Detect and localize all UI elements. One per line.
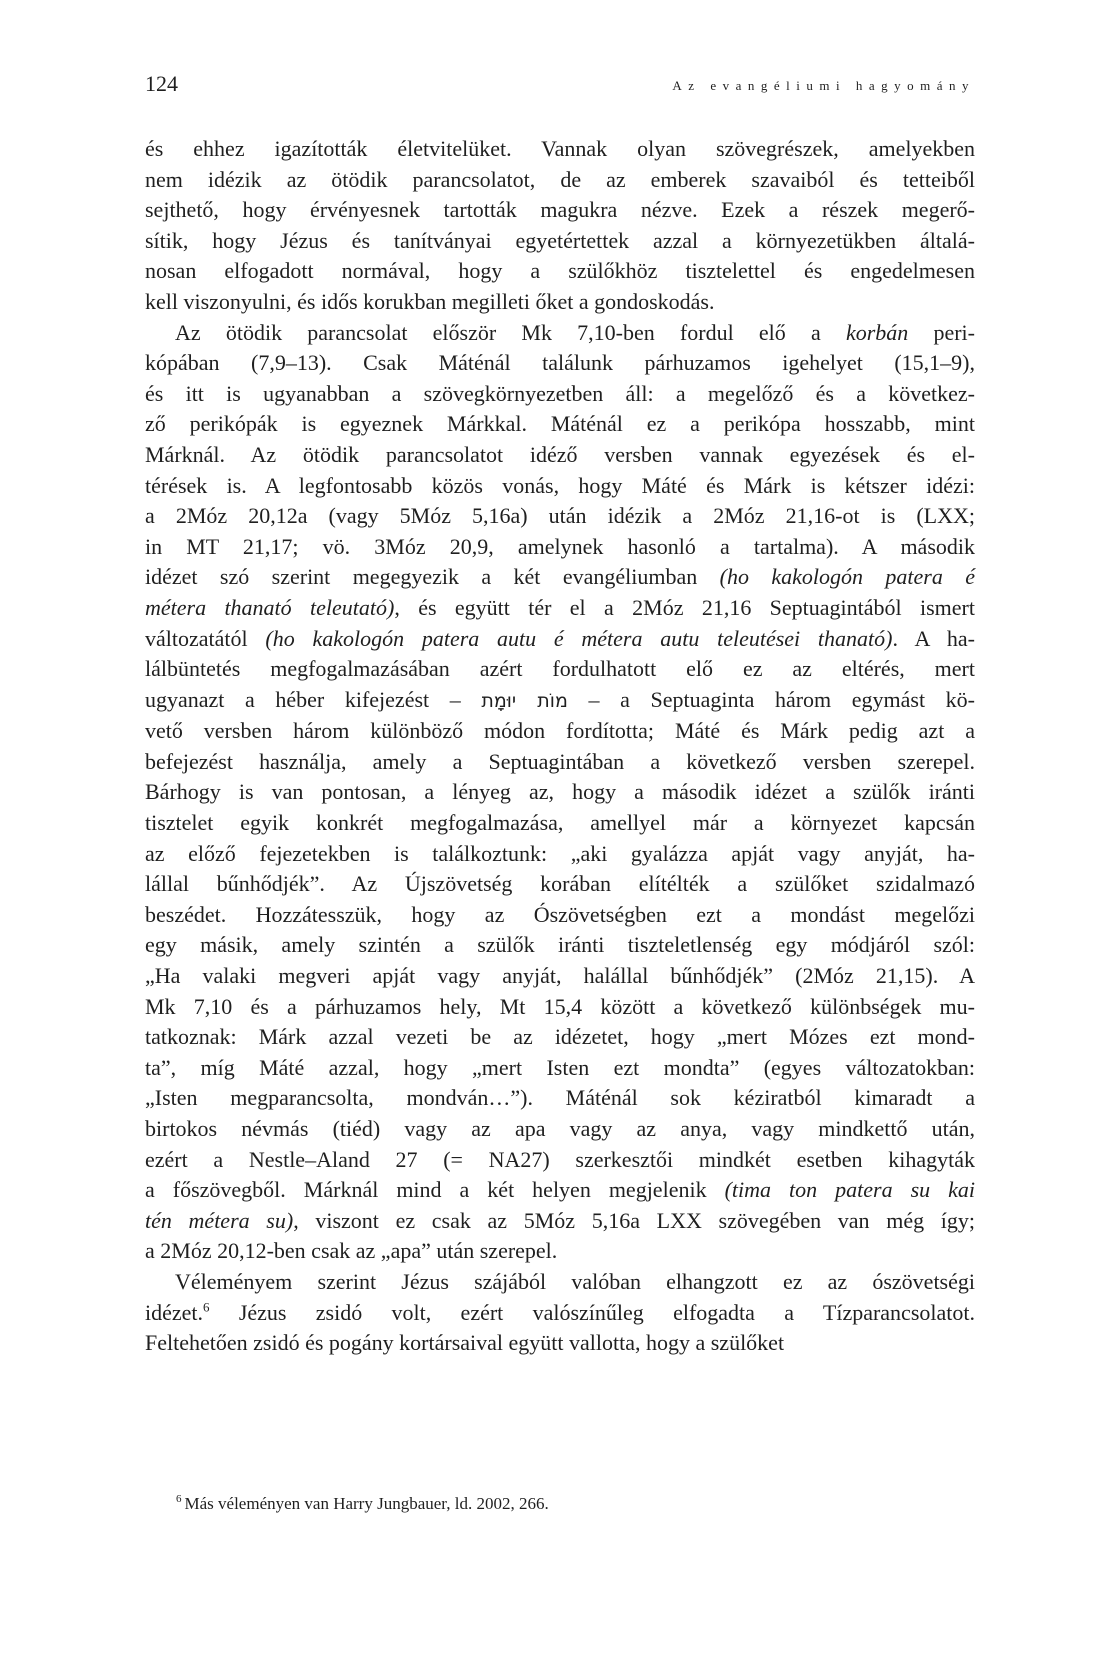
text-line: idézet szó szerint megegyezik a két evangéliumban (ho kakologón patera é <box>145 564 976 590</box>
text-line: in MT 21,17; vö. 3Móz 20,9, amelynek hasonló a tartalma). A második <box>145 533 975 559</box>
footnote-text: Más véleményen van Harry Jungbauer, ld. 2002, 266. <box>184 1494 549 1513</box>
text-line: idézet.$^6$ Jézus zsidó volt, ezért valószínűleg elfogadta a Tízparancsolatot. <box>145 1299 975 1325</box>
text-line: ugyanazt a héber kifejezést – מוֹת יוּמָת – a Septuaginta három egymást kö- <box>145 686 975 712</box>
text-line: kópában (7,9–13). Csak Máténál találunk párhuzamos igehelyet (15,1–9), <box>145 350 975 376</box>
text-line: a főszövegből. Márknál mind a két helyen megjelenik (tima ton patera su kai <box>145 1177 976 1203</box>
text-line: nosan elfogadott normával, hogy a szülőkhöz tisztelettel és engedelmesen <box>145 258 975 284</box>
text-line: sítik, hogy Jézus és tanítványai egyetértettek azzal a környezetükben általá- <box>145 227 975 253</box>
text-line: egy másik, amely szintén a szülők iránti tiszteletlenség egy módjáról szól: <box>145 932 975 958</box>
text-line: Mk 7,10 és a párhuzamos hely, Mt 15,4 között a következő különbségek mu- <box>145 993 975 1019</box>
text-line: lálbüntetés megfogalmazásában azért fordulhatott elő ez az eltérés, mert <box>145 656 975 682</box>
text-line: befejezést használja, amely a Septuagintában a következő versben szerepel. <box>145 748 975 774</box>
text-line: Feltehetően zsidó és pogány kortársaival együtt vallotta, hogy a szülőket <box>145 1330 785 1356</box>
body-text <box>145 134 975 1359</box>
text-line: a 2Móz 20,12-ben csak az „apa” után szerepel. <box>145 1238 558 1264</box>
italic-text: (ho kakologón patera é <box>719 564 976 590</box>
italic-text: métera thanató teleutató) <box>145 594 395 620</box>
text-line: tisztelet egyik konkrét megfogalmazása, amellyel már a környezet kapcsán <box>145 810 975 836</box>
text-line: beszédet. Hozzátesszük, hogy az Ószövetségben ezt a mondást megelőzi <box>145 901 975 927</box>
text-line: és ehhez igazították életvitelüket. Vannak olyan szövegrészek, amelyekben <box>145 136 975 161</box>
italic-text: tén métera su) <box>145 1207 294 1233</box>
text-line: nem idézik az ötödik parancsolatot, de az emberek szavaiból és tetteiből <box>145 166 975 192</box>
text-line: birtokos névmás (tiéd) vagy az apa vagy az anya, vagy mindkettő után, <box>145 1116 975 1141</box>
text-line: a 2Móz 20,12a (vagy 5Móz 5,16a) után idézik a 2Móz 21,16-ot is (LXX; <box>145 503 975 529</box>
italic-text: korbán <box>845 319 909 345</box>
text-line: tén métera su), viszont ez csak az 5Móz 5,16a LXX szövegében van még így; <box>145 1207 975 1233</box>
footnote-reference[interactable]: 6 <box>203 1299 210 1315</box>
italic-text: (tima ton patera su kai <box>724 1177 976 1203</box>
text-line: tatkoznak: Márk azzal vezeti be az idézetet, hogy „mert Mózes ezt mond- <box>145 1024 975 1050</box>
text-line: Az ötödik parancsolat először Mk 7,10-ben fordul elő a korbán peri- <box>175 319 975 345</box>
text-line: kell viszonyulni, és idős korukban megilleti őket a gondoskodás. <box>145 288 715 314</box>
hebrew-text: מוֹת יוּמָת <box>481 689 568 712</box>
text-line: ta”, míg Máté azzal, hogy „mert Isten ezt mondta” (egyes változatokban: <box>145 1054 975 1080</box>
page-number: 124 <box>145 71 178 96</box>
italic-text: (ho kakologón patera autu é métera autu teleutései thanató) <box>265 625 893 651</box>
text-line: Véleményem szerint Jézus szájából valóban elhangzott ez az ószövetségi <box>175 1268 975 1294</box>
text-line: változatától (ho kakologón patera autu é métera autu teleutései thanató). A ha- <box>145 625 975 651</box>
text-line: „Isten megparancsolta, mondván…”). Máténál sok kéziratból kimaradt a <box>145 1085 975 1111</box>
text-line: az előző fejezetekben is találkoztunk: „aki gyalázza apját vagy anyját, ha- <box>145 840 975 866</box>
paragraph <box>145 1267 975 1359</box>
text-line: sejthető, hogy érvényesnek tartották magukra nézve. Ezek a részek megerő- <box>145 197 975 223</box>
paragraph <box>145 134 975 318</box>
text-line: Bárhogy is van pontosan, a lényeg az, hogy a második idézet a szülők iránti <box>145 779 975 805</box>
text-line: „Ha valaki megveri apját vagy anyját, halállal bűnhődjék” (2Móz 21,15). A <box>145 963 975 989</box>
paragraph <box>145 318 975 1267</box>
text-line: métera thanató teleutató), és együtt tér el a 2Móz 21,16 Septuagintából ismert <box>145 594 975 620</box>
text-line: lállal bűnhődjék”. Az Újszövetség korában elítélték a szülőket szidalmazó <box>145 871 975 897</box>
text-line: térések is. A legfontosabb közös vonás, hogy Máté és Márk is kétszer idézi: <box>145 472 975 498</box>
running-title: Az evangéliumi hagyomány <box>672 78 975 93</box>
text-line: Márknál. Az ötödik parancsolatot idéző versben vannak egyezések és el- <box>145 441 975 467</box>
footnote-number: 6 <box>176 1493 182 1506</box>
text-line: vető versben három különböző módon fordította; Máté és Márk pedig azt a <box>145 718 975 744</box>
text-line: ezért a Nestle–Aland 27 (= NA27) szerkesztői mindkét esetben kihagyták <box>145 1146 975 1172</box>
text-line: ző perikópák is egyeznek Márkkal. Máténál ez a perikópa hosszabb, mint <box>145 411 975 437</box>
text-line: és itt is ugyanabban a szövegkörnyezetben áll: a megelőző és a következ- <box>145 380 975 406</box>
footnote <box>176 1493 549 1515</box>
